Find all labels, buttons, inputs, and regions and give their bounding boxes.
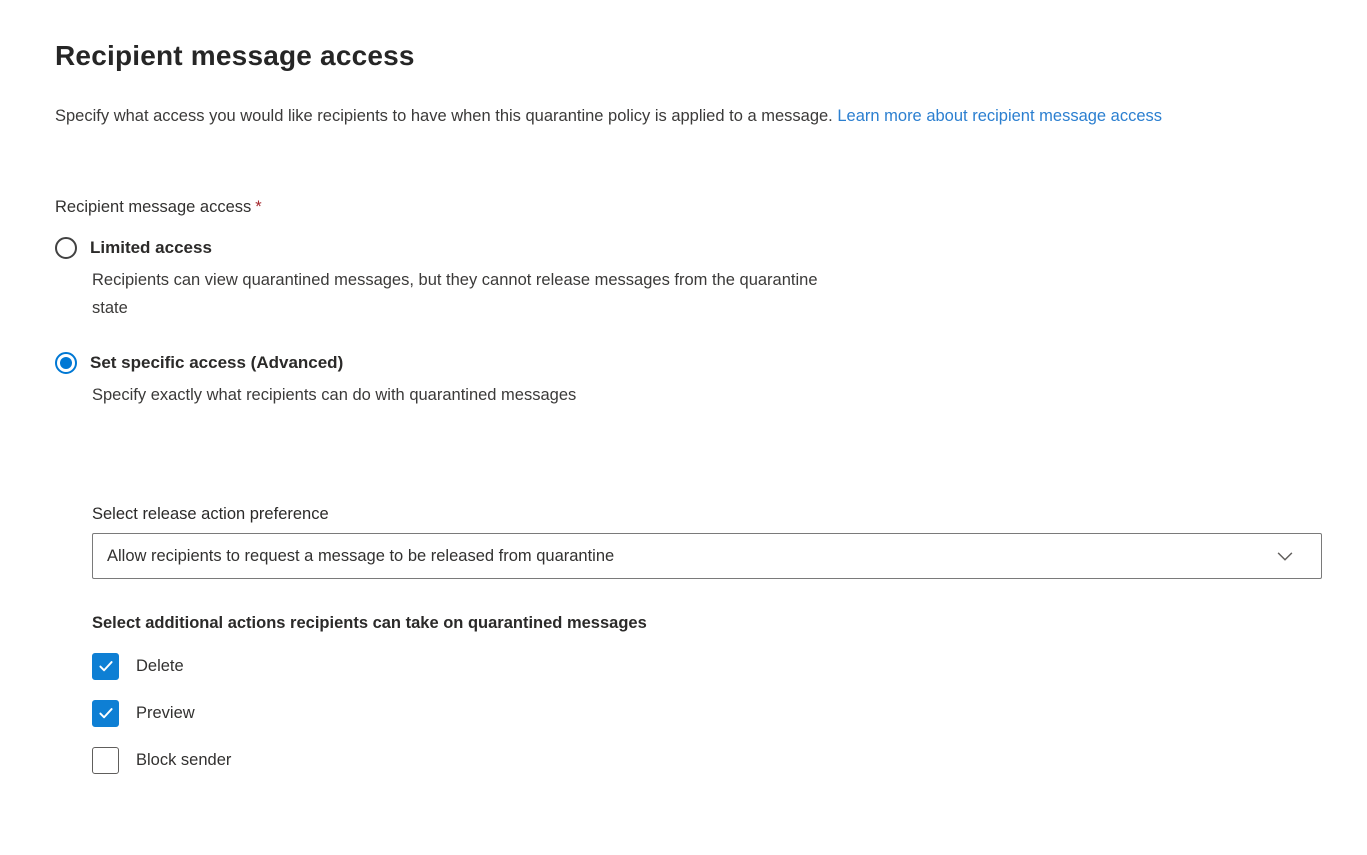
release-action-dropdown[interactable] [92, 533, 1322, 579]
checkbox-preview-label[interactable]: Preview [136, 703, 195, 722]
radio-option-limited-access[interactable] [55, 236, 1322, 322]
page-title: Recipient message access [55, 40, 415, 71]
radio-limited-access-description: Recipients can view quarantined messages, but they cannot release messages from the quarantine state [92, 271, 818, 317]
checkbox-block-sender-label[interactable]: Block sender [136, 750, 232, 769]
page-description [55, 102, 1322, 131]
release-action-label: Select release action preference [92, 505, 329, 523]
access-field-label-text: Recipient message access [55, 198, 252, 216]
checkbox-delete-label[interactable]: Delete [136, 656, 184, 675]
radio-set-specific-access-label[interactable]: Set specific access (Advanced) [90, 353, 344, 372]
access-radio-group [55, 236, 1322, 409]
radio-option-set-specific-access[interactable] [55, 351, 1322, 409]
release-action-selected-value: Allow recipients to request a message to be released from quarantine [107, 546, 615, 565]
radio-limited-access[interactable] [55, 237, 77, 259]
checkbox-row-preview[interactable] [92, 699, 1322, 727]
checkmark-icon [97, 657, 115, 675]
checkbox-row-delete[interactable] [92, 652, 1322, 680]
chevron-down-icon [1275, 546, 1307, 566]
additional-actions-label: Select additional actions recipients can take on quarantined messages [92, 614, 647, 632]
learn-more-link[interactable]: Learn more about recipient message access [837, 107, 1163, 125]
advanced-access-section [92, 502, 1322, 774]
page-description-text: Specify what access you would like recipients to have when this quarantine policy is applied to a message. [55, 107, 838, 125]
access-field-label [55, 198, 1322, 217]
checkbox-row-block-sender[interactable] [92, 746, 1322, 774]
checkbox-preview[interactable] [92, 700, 119, 727]
additional-actions-checkbox-list [92, 652, 1322, 774]
radio-set-specific-access-description: Specify exactly what recipients can do with quarantined messages [92, 386, 577, 404]
checkmark-icon [97, 704, 115, 722]
radio-set-specific-access[interactable] [55, 352, 77, 374]
checkbox-delete[interactable] [92, 653, 119, 680]
required-marker: * [255, 198, 262, 216]
checkbox-block-sender[interactable] [92, 747, 119, 774]
radio-limited-access-label[interactable]: Limited access [90, 238, 212, 257]
